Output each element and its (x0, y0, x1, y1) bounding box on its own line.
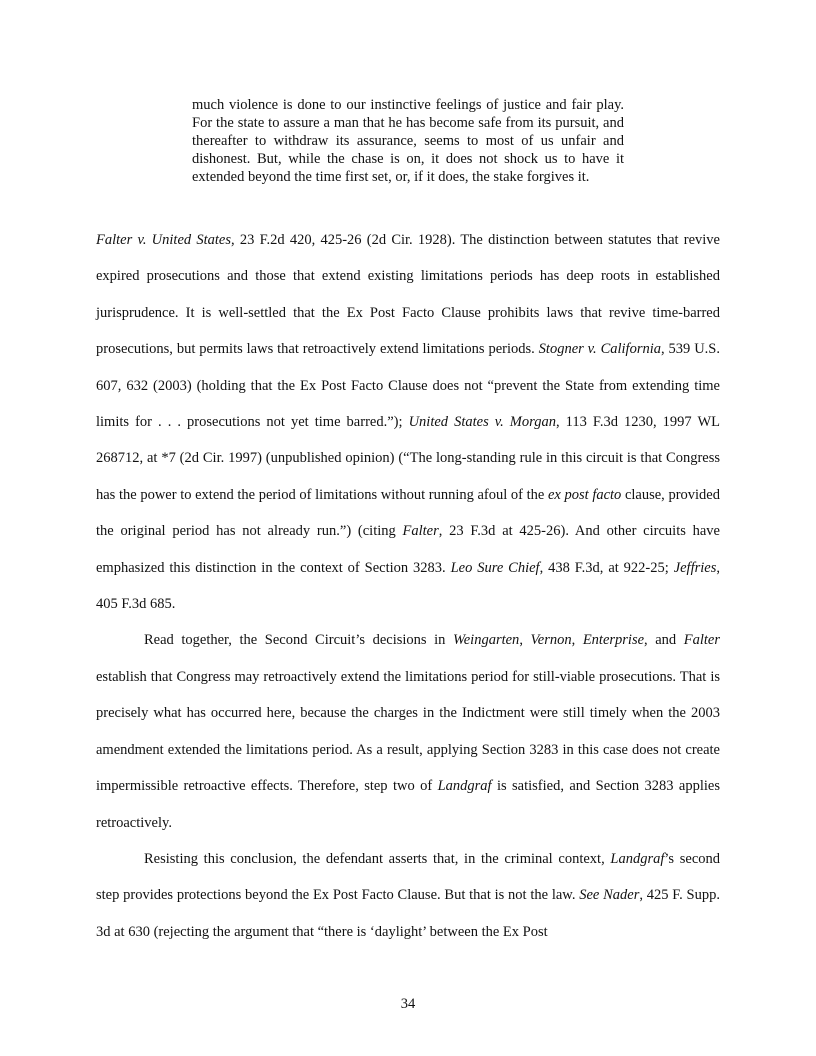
paragraph-text: ’s second step provides protections beyond the Ex Post Facto Clause. But that is not the law. (96, 850, 721, 904)
citation-text: , 438 F.3d, at 922-25; (539, 559, 674, 576)
paragraph-text: Resisting this conclusion, the defendant asserts that, in the criminal context, (144, 850, 611, 867)
italic-phrase: ex post facto (548, 486, 622, 503)
citation-text: clause, provided the original period has not already run.”) (citing (96, 486, 720, 540)
case-name: Landgraf (610, 850, 665, 867)
citation-text: , 23 F.3d at 425-26). And other circuits have emphasized this distinction in the context of Section 3283. (96, 523, 720, 576)
page-number: 34 (400, 996, 416, 1012)
paragraph-text: , 425 F. Supp. 3d at 630 (rejecting the argument that “there is ‘daylight’ between the Ex Post (96, 887, 720, 940)
case-name: Enterprise (582, 632, 645, 649)
citation-text: , 113 F.3d 1230, 1997 WL 268712, at *7 (2d Cir. 1997) (unpublished opinion) (“The long-standing rule in this circuit is that Congress has the power to extend the period of limitations without running afoul of the (96, 414, 720, 503)
paragraph-text: Read together, the Second Circuit’s decisions in (144, 632, 453, 649)
case-name: Vernon (530, 632, 572, 649)
case-name: United States v. Morgan (408, 414, 556, 431)
case-name: Leo Sure Chief (450, 559, 540, 576)
case-name: Falter v. United States (96, 232, 232, 248)
separator: , and (644, 632, 684, 649)
case-name: Stogner v. California (538, 341, 662, 358)
case-name: Landgraf (437, 778, 492, 795)
signal-word: See (579, 887, 600, 904)
paragraph-resisting (96, 841, 720, 950)
case-name: Weingarten (452, 632, 520, 649)
separator: , (519, 632, 531, 649)
block-quote (192, 96, 624, 186)
case-name: Falter (402, 523, 439, 540)
citation-text: , 405 F.3d 685. (96, 559, 720, 613)
paragraph-falter-citation (96, 222, 720, 622)
separator: , (571, 632, 583, 649)
case-name: Falter (683, 632, 720, 649)
case-name: Nader (603, 887, 640, 904)
body-text (96, 222, 720, 950)
case-name: Jeffries (673, 559, 717, 576)
citation-text: , 539 U.S. 607, 632 (2003) (holding that the Ex Post Facto Clause does not “prevent the State from extending time limits for . . . prosecutions not yet time barred.”); (96, 341, 720, 431)
paragraph-text: establish that Congress may retroactively extend the limitations period for still-viable prosecutions. That is precisely what has occurred here, because the charges in the Indictment were still timely when the 2003 amendment extended the limitations period. As a result, applying Section 3283 in this case does not create impermissible retroactive effects. Therefore, step two of (96, 668, 720, 795)
citation-text: , 23 F.2d 420, 425-26 (2d Cir. 1928). The distinction between statutes that revive expired prosecutions and those that extend existing limitations periods has deep roots in established jurisprudence. It is well-settled that the Ex Post Facto Clause prohibits laws that revive time-barred prosecutions, but permits laws that retroactively extend limitations periods. (96, 232, 720, 358)
paragraph-read-together (96, 622, 720, 840)
paragraph-text: is satisfied, and Section 3283 applies retroactively. (96, 778, 721, 831)
block-quote-text: much violence is done to our instinctive feelings of justice and fair play. For the state to assure a man that he has become safe from its pursuit, and thereafter to withdraw its assurance, seems to most of us unfair and dishonest. But, while the chase is on, it does not shock us to have it extended beyond the time first set, or, if it does, the stake forgives it. (192, 97, 624, 185)
